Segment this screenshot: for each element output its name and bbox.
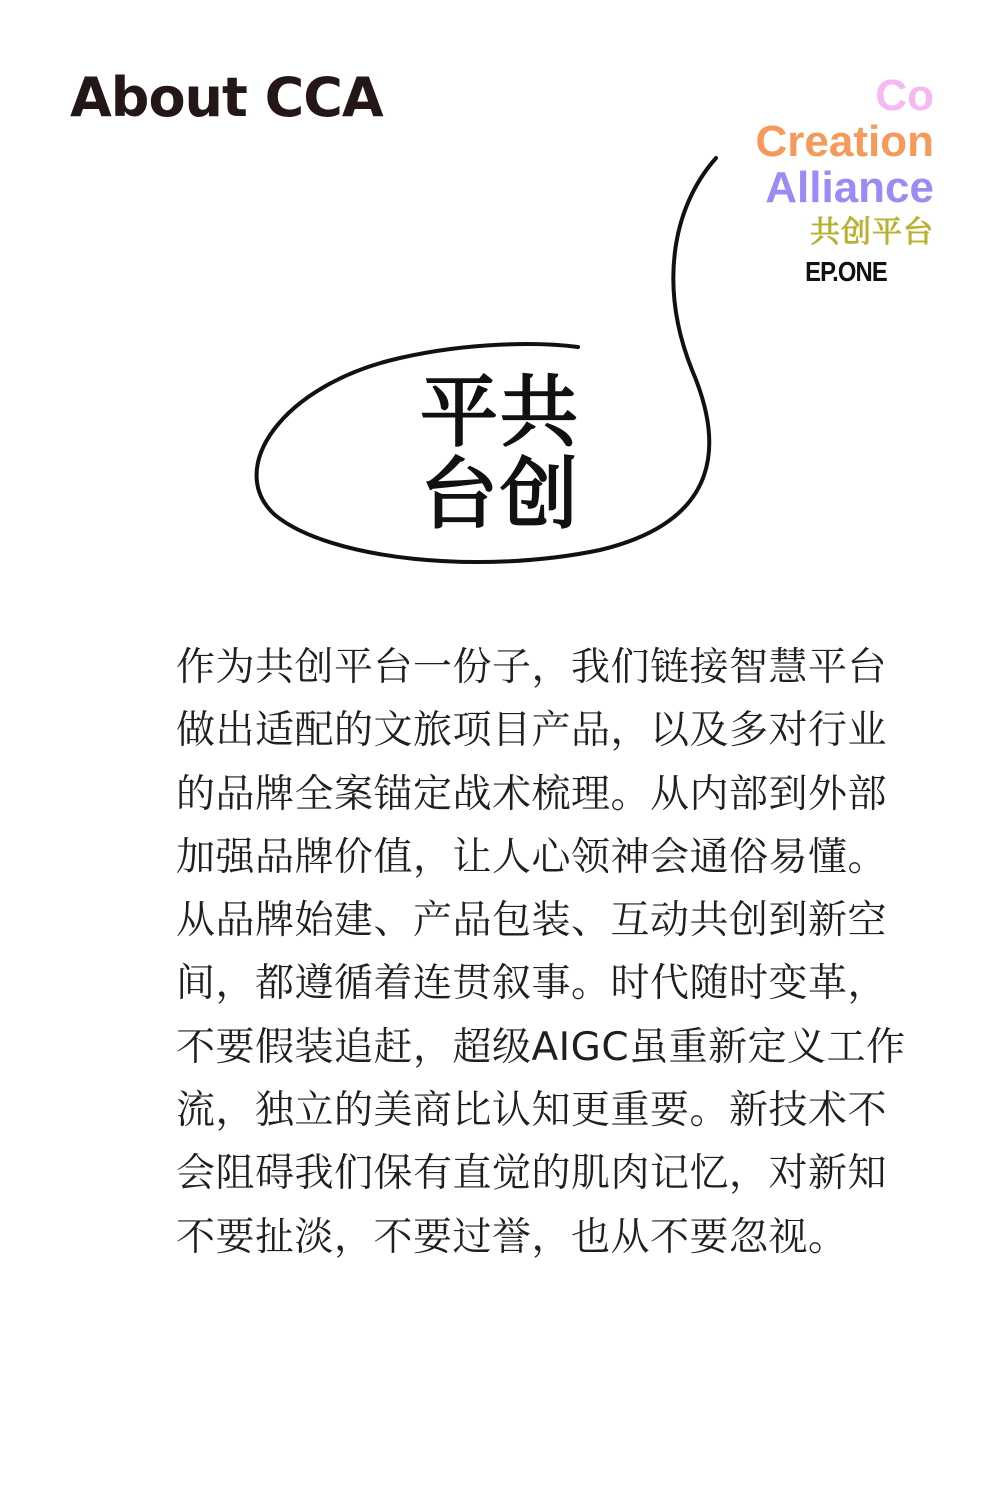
brand-episode: EP.ONE (804, 256, 887, 287)
brand-alliance: Alliance (765, 163, 934, 212)
stamp-line-2: 台创 (420, 450, 581, 540)
stamp-title (420, 368, 590, 540)
page-title: About CCA (70, 66, 383, 129)
stamp-line-1: 平共 (420, 368, 581, 458)
brand-creation: Creation (755, 117, 934, 166)
brand-chinese-name: 共创平台 (810, 215, 934, 250)
about-paragraph: 作为共创平台一份子，我们链接智慧平台做出适配的文旅项目产品，以及多对行业的品牌全案锚定战术梳理。从内部到外部加强品牌价值，让人心领神会通俗易懂。从品牌始建、产品包装、互动共创到新空间，都遵循着连贯叙事。时代随时变革，不要假装追赶，超级AIGC虽重新定义工作流，独立的美商比认知更重要。新技术不会阻碍我们保有直觉的肌肉记忆，对新知不要扯淡，不要过誉，也从不要忽视。 (176, 645, 906, 1260)
brand-co: Co (875, 71, 934, 120)
